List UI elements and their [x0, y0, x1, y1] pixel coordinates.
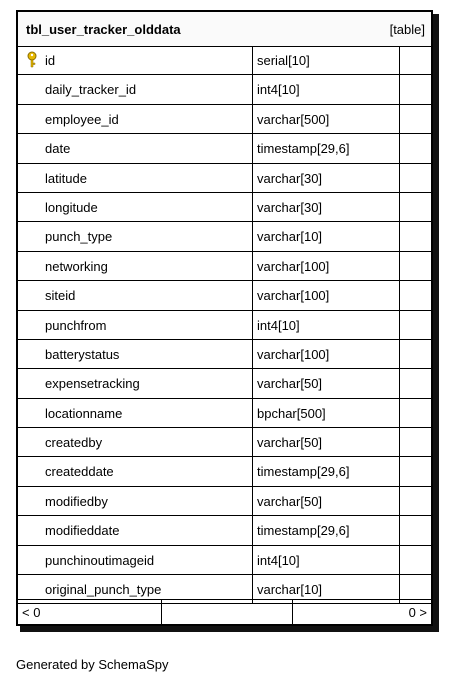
- column-type-cell: [253, 46, 400, 74]
- primary-key-icon: [26, 51, 38, 69]
- generated-by-text: Generated by SchemaSpy: [16, 657, 169, 672]
- column-row: [18, 516, 431, 545]
- column-type-cell: [253, 399, 400, 427]
- column-name-cell: [18, 164, 253, 192]
- column-row: [18, 193, 431, 222]
- column-type-cell: [253, 193, 400, 221]
- column-name[interactable]: expensetracking: [45, 376, 140, 392]
- column-type: varchar[30]: [257, 199, 323, 215]
- table-header: [18, 12, 431, 47]
- column-type-cell: [253, 516, 400, 544]
- column-name-cell: [18, 46, 253, 74]
- column-type: varchar[50]: [257, 493, 323, 509]
- column-name[interactable]: id: [45, 53, 56, 68]
- column-row: [18, 46, 431, 75]
- column-type-cell: [253, 222, 400, 250]
- table-name[interactable]: tbl_user_tracker_olddata: [26, 22, 181, 37]
- table-box: [16, 10, 433, 626]
- column-name-cell: [18, 340, 253, 368]
- column-name[interactable]: createddate: [45, 464, 114, 480]
- column-name-cell: [18, 105, 253, 133]
- column-name[interactable]: punch_type: [45, 229, 113, 245]
- column-row: [18, 340, 431, 369]
- column-name[interactable]: employee_id: [45, 111, 119, 127]
- column-name-cell: [18, 399, 253, 427]
- column-name-cell: [18, 193, 253, 221]
- column-type: varchar[50]: [257, 376, 323, 392]
- column-type-cell: [253, 340, 400, 368]
- column-type-cell: [253, 487, 400, 515]
- column-row: [18, 134, 431, 163]
- column-name-cell: [18, 222, 253, 250]
- column-type-cell: [253, 428, 400, 456]
- column-name[interactable]: modifieddate: [45, 523, 120, 539]
- column-type: timestamp[29,6]: [257, 523, 350, 539]
- column-name-cell: [18, 516, 253, 544]
- column-name-cell: [18, 281, 253, 309]
- column-name[interactable]: modifiedby: [45, 493, 108, 509]
- column-name-cell: [18, 369, 253, 397]
- children-count[interactable]: 0 >: [408, 605, 427, 620]
- column-type: varchar[10]: [257, 229, 323, 245]
- column-name[interactable]: date: [45, 141, 71, 157]
- column-type: varchar[500]: [257, 111, 330, 127]
- column-row: [18, 281, 431, 310]
- column-name-cell: [18, 311, 253, 339]
- column-list: [18, 46, 431, 604]
- table-type-label: [table]: [389, 22, 425, 37]
- column-name-cell: [18, 487, 253, 515]
- column-type: timestamp[29,6]: [257, 141, 350, 157]
- column-type-cell: [253, 105, 400, 133]
- column-name-cell: [18, 134, 253, 162]
- column-name[interactable]: batterystatus: [45, 346, 120, 362]
- column-row: [18, 164, 431, 193]
- column-name[interactable]: longitude: [45, 199, 98, 215]
- column-name[interactable]: networking: [45, 258, 108, 274]
- column-type-cell: [253, 546, 400, 574]
- column-name[interactable]: createdby: [45, 435, 103, 451]
- column-name-cell: [18, 75, 253, 103]
- column-type: varchar[100]: [257, 288, 330, 304]
- column-type-cell: [253, 457, 400, 485]
- column-name[interactable]: latitude: [45, 170, 87, 186]
- column-row: [18, 105, 431, 134]
- column-row: [18, 487, 431, 516]
- column-type: int4[10]: [257, 552, 300, 568]
- column-name-cell: [18, 457, 253, 485]
- column-type: varchar[10]: [257, 582, 323, 598]
- table-footer: [18, 599, 431, 624]
- column-type: varchar[100]: [257, 258, 330, 274]
- column-name[interactable]: siteid: [45, 288, 76, 304]
- column-row: [18, 399, 431, 428]
- column-type: varchar[100]: [257, 346, 330, 362]
- parents-count[interactable]: < 0: [22, 605, 41, 620]
- column-row: [18, 222, 431, 251]
- column-row: [18, 311, 431, 340]
- column-name[interactable]: daily_tracker_id: [45, 82, 137, 98]
- column-type: timestamp[29,6]: [257, 464, 350, 480]
- column-name[interactable]: punchinoutimageid: [45, 552, 155, 568]
- column-name[interactable]: punchfrom: [45, 317, 107, 333]
- column-type: int4[10]: [257, 317, 300, 333]
- column-name[interactable]: original_punch_type: [45, 582, 162, 598]
- footer-divider: [161, 600, 162, 624]
- column-row: [18, 75, 431, 104]
- column-name-cell: [18, 546, 253, 574]
- column-type-cell: [253, 311, 400, 339]
- column-row: [18, 252, 431, 281]
- column-name-cell: [18, 252, 253, 280]
- column-row: [18, 457, 431, 486]
- column-type-cell: [253, 164, 400, 192]
- column-type-cell: [253, 252, 400, 280]
- column-row: [18, 546, 431, 575]
- column-type: bpchar[500]: [257, 405, 326, 421]
- column-type-cell: [253, 134, 400, 162]
- column-row: [18, 369, 431, 398]
- column-type-cell: [253, 369, 400, 397]
- column-type: varchar[30]: [257, 170, 323, 186]
- column-type-cell: [253, 75, 400, 103]
- column-name[interactable]: locationname: [45, 405, 123, 421]
- column-name-cell: [18, 428, 253, 456]
- column-type-cell: [253, 281, 400, 309]
- column-row: [18, 428, 431, 457]
- column-type: varchar[50]: [257, 435, 323, 451]
- column-type: serial[10]: [257, 53, 310, 68]
- footer-divider: [292, 600, 293, 624]
- column-type: int4[10]: [257, 82, 300, 98]
